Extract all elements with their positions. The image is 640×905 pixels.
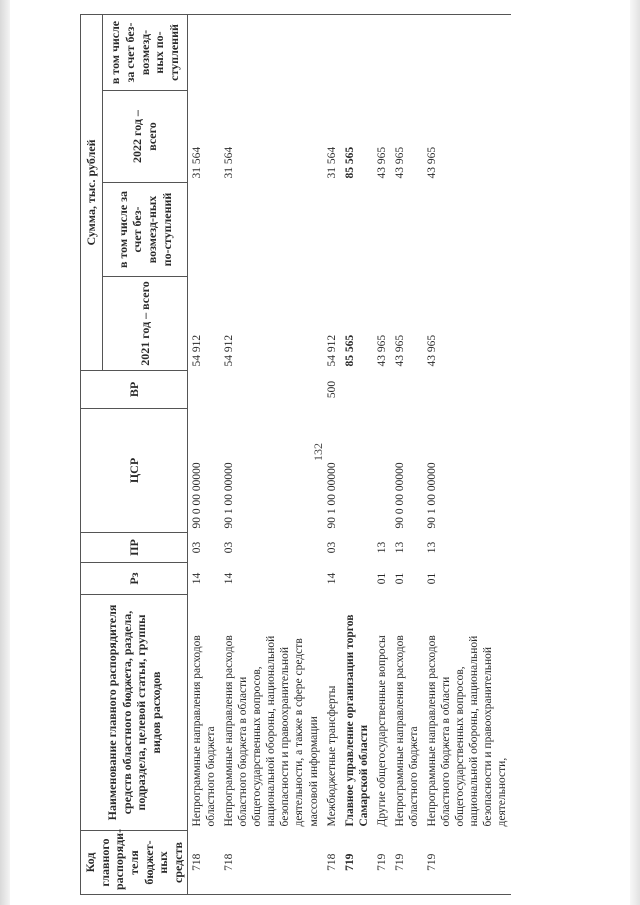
table-row [220,14,322,894]
cell-kod: 718 [323,831,341,895]
table-row [188,14,221,894]
cell-2021-free [391,183,423,277]
table-row [423,14,511,894]
cell-csr: 90 1 00 00000 [223,462,236,529]
cell-2021-free [423,183,511,277]
cell-name: Межбюджетные трансферты [325,685,338,827]
cell-pr [341,533,373,563]
cell-2021-free [220,183,322,277]
cell-vr [373,371,391,409]
cell-csr: 90 1 00 00000 [425,462,438,529]
cell-2022-free [323,14,341,90]
header-sum-units: Сумма, тыс. рублей [81,14,103,370]
cell-2022-free [423,14,511,90]
cell-pr: 13 [425,541,438,554]
cell-rz: 01 [425,572,438,585]
cell-name: Другие общегосударственные вопросы [375,635,388,827]
header-2022-free: в том числе за счет без-возмезд-ных по-ступлений [102,14,188,90]
cell-kod: 718 [188,831,221,895]
header-kod: Код главного распоряди-теля бюджет-ных средств [81,831,188,895]
cell-name: Главное управление организации торгов Самарской области [343,614,370,827]
table-row [391,14,423,894]
cell-2022-total: 31 564 [191,146,204,179]
cell-csr: 90 0 00 00000 [393,462,406,529]
cell-2021-total: 54 912 [223,334,236,367]
cell-2021-total: 54 912 [191,334,204,367]
cell-name: Непрограммные направления расходов областного бюджета в области общегосударственных вопросов, национальной обороны, национальной безопасности и правоохранительной деятельности, [425,635,508,827]
budget-table [80,14,511,895]
cell-name: Непрограммные направления расходов областного бюджета [191,635,218,827]
cell-rz: 14 [325,572,338,585]
cell-2021-free [188,183,221,277]
cell-name: Непрограммные направления расходов областного бюджета [393,635,420,827]
header-2022-total: 2022 год – всего [102,91,188,183]
cell-2022-total: 43 965 [393,146,406,179]
header-vr: ВР [81,371,188,409]
cell-2022-total: 43 965 [425,146,438,179]
cell-csr: 90 1 00 00000 [325,462,338,529]
cell-2021-total: 43 965 [425,334,438,367]
cell-vr [341,371,373,409]
page-number: 132 [310,443,325,461]
cell-2022-free [391,14,423,90]
cell-csr [341,409,373,533]
header-rz: Рз [81,563,188,595]
table-row [341,14,373,894]
cell-2021-free [323,183,341,277]
cell-vr [423,371,511,409]
cell-2021-total: 85 565 [343,334,356,367]
cell-pr: 03 [223,541,236,554]
cell-kod: 718 [220,831,322,895]
cell-2022-free [341,14,373,90]
cell-vr [188,371,221,409]
cell-csr [373,409,391,533]
cell-pr: 13 [375,541,388,554]
cell-rz: 14 [223,572,236,585]
cell-2021-total: 43 965 [393,334,406,367]
header-name: Наименование главного распорядителя средств областного бюджета, раздела, подраздела, целевой статьи, группы видов расходов [81,595,188,831]
cell-pr: 03 [325,541,338,554]
cell-2022-free [373,14,391,90]
cell-name: Непрограммные направления расходов областного бюджета в области общегосударственных вопросов, национальной обороны, национальной безопасности и правоохранительной деятельности, а также в сфере средств массовой информации [223,635,320,827]
cell-2022-total: 31 564 [223,146,236,179]
cell-kod: 719 [373,831,391,895]
table-body [188,14,511,894]
cell-vr [220,371,322,409]
cell-pr: 03 [191,541,204,554]
cell-vr: 500 [325,380,338,399]
cell-kod: 719 [423,831,511,895]
header-2021-total: 2021 год – всего [102,277,188,371]
cell-vr [391,371,423,409]
cell-rz [341,563,373,595]
header-2021-free: в том числе за счет без-возмезд-ных по-ступлений [102,183,188,277]
cell-2022-free [220,14,322,90]
table-header [81,14,188,894]
cell-kod: 719 [391,831,423,895]
cell-rz: 01 [375,572,388,585]
scan-edge-left [0,0,10,905]
cell-2021-free [341,183,373,277]
cell-2022-free [188,14,221,90]
cell-rz: 14 [191,572,204,585]
table-row [323,14,341,894]
table-row [373,14,391,894]
cell-csr: 90 0 00 00000 [191,462,204,529]
cell-2022-total: 31 564 [325,146,338,179]
cell-2021-total: 54 912 [325,334,338,367]
cell-2021-free [373,183,391,277]
cell-rz: 01 [393,572,406,585]
cell-2021-total: 43 965 [375,334,388,367]
cell-pr: 13 [393,541,406,554]
scan-edge-right [630,0,640,905]
rotated-page [80,15,630,895]
cell-2022-total: 85 565 [343,146,356,179]
header-csr: ЦСР [81,409,188,533]
header-pr: ПР [81,533,188,563]
cell-kod: 719 [341,831,373,895]
cell-2022-total: 43 965 [375,146,388,179]
